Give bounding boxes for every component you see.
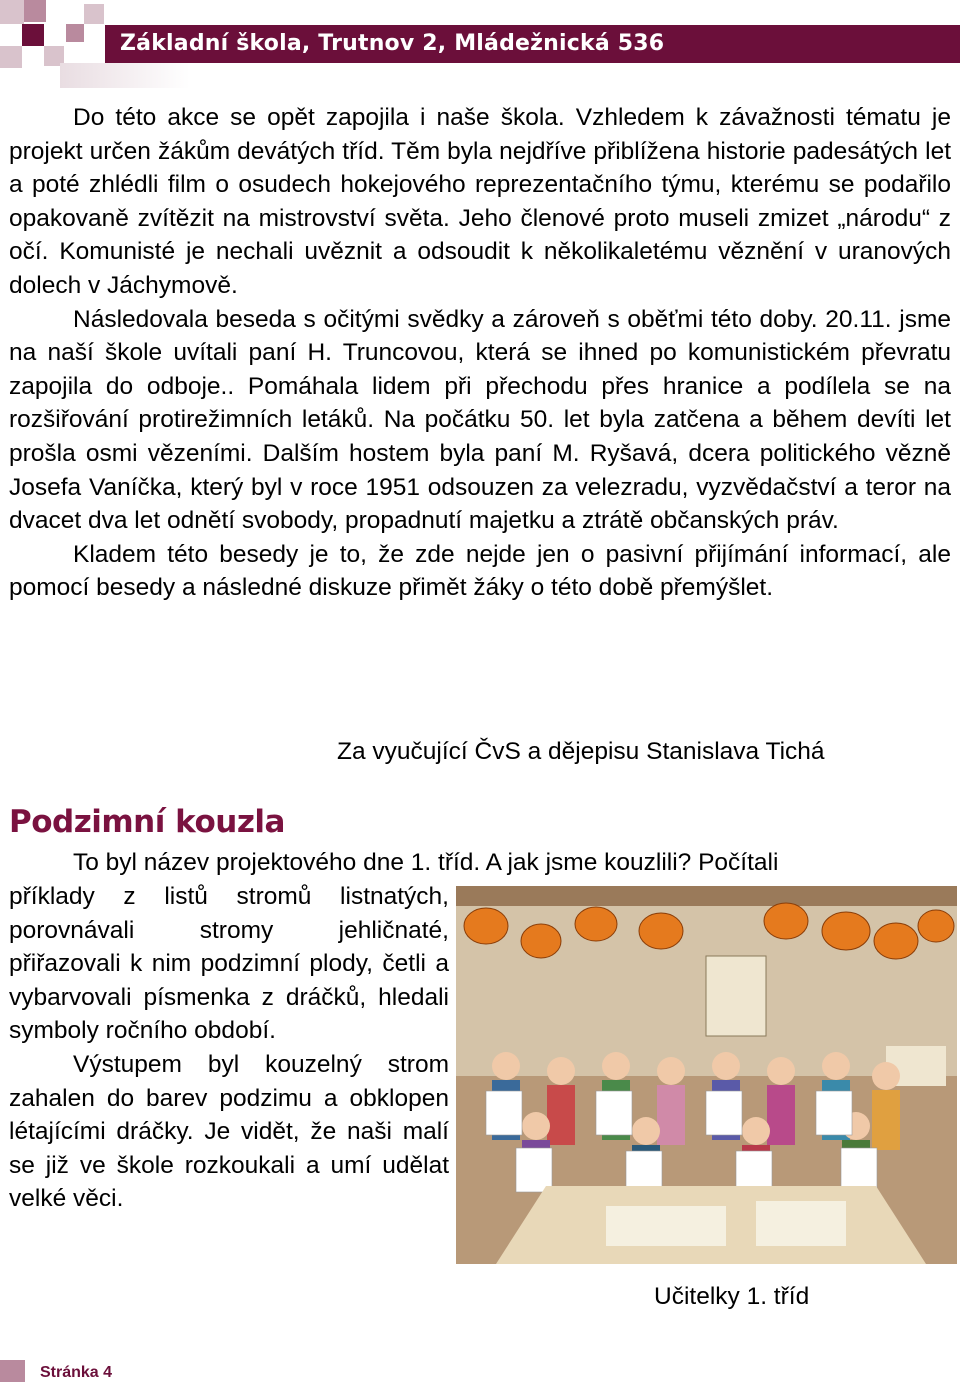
header-fade [60, 63, 190, 88]
class-photo [456, 886, 957, 1264]
article-1-signature: Za vyučující ČvS a dějepisu Stanislava Tichá [337, 738, 825, 765]
article-2-lead: To byl název projektového dne 1. tříd. A jak jsme kouzlili? Počítali [73, 849, 779, 876]
footer-square [0, 1360, 25, 1382]
paragraph: Následovala beseda s očitými svědky a zároveň s oběťmi této doby. 20.11. jsme na naší škole uvítali paní H. Truncovou, která se ihned po komunistickém převratu zapojila do odboje.. Pomáhala lidem při přechodu přes hranice a podílela se na rozšiřování protirežimních letáků. Na počátku 50. let byla zatčena a během devíti let prošla osmi vězeními. Dalším hostem byla paní M. Ryšavá, dcera politického vězně Josefa Vaníčka, který byl v roce 1951 odsouzen za velezradu, vyzvědačství a teror na dvacet dva let odnětí svobody, propadnutí majetku a ztrátě občanských práv. [9, 305, 951, 535]
paragraph: příklady z listů stromů listnatých, porovnávali stromy jehličnaté, přiřazovali k nim podzimní plody, četli a vybarvovali písmenka z dráčků, hledali symboly ročního období. [9, 883, 449, 1045]
paragraph: Do této akce se opět zapojila i naše škola. Vzhledem k závažnosti tématu je projekt určen žákům devátých tříd. Těm byla nejdříve přiblížena historie padesátých let a poté zhlédli film o osudech hokejového reprezentačního týmu, kterému se podařilo opakovaně zvítězit na mistrovství světa. Jeho členové proto museli zmizet „národu“ z očí. Komunisté je nechali uvěznit a odsoudit k několikaletému věznění v uranových dolech v Jáchymově. [9, 104, 951, 299]
article-2-signature: Učitelky 1. tříd [654, 1283, 810, 1310]
paragraph: Kladem této besedy je to, že zde nejde jen o pasivní přijímání informací, ale pomocí besedy a následné diskuze přimět žáky o této době přemýšlet. [9, 540, 951, 602]
section-heading: Podzimní kouzla [9, 804, 285, 840]
page-header-title: Základní škola, Trutnov 2, Mládežnická 536 [120, 31, 665, 56]
article-2-column [9, 880, 449, 1216]
article-1-body [9, 101, 951, 605]
paragraph: Výstupem byl kouzelný strom zahalen do barev podzimu a obklopen létajícími dráčky. Je vidět, že naši malí se již ve škole rozkoukali a umí udělat velké věci. [9, 1050, 449, 1213]
page-number: Stránka 4 [40, 1364, 113, 1381]
class-photo-illustration [456, 886, 957, 1264]
